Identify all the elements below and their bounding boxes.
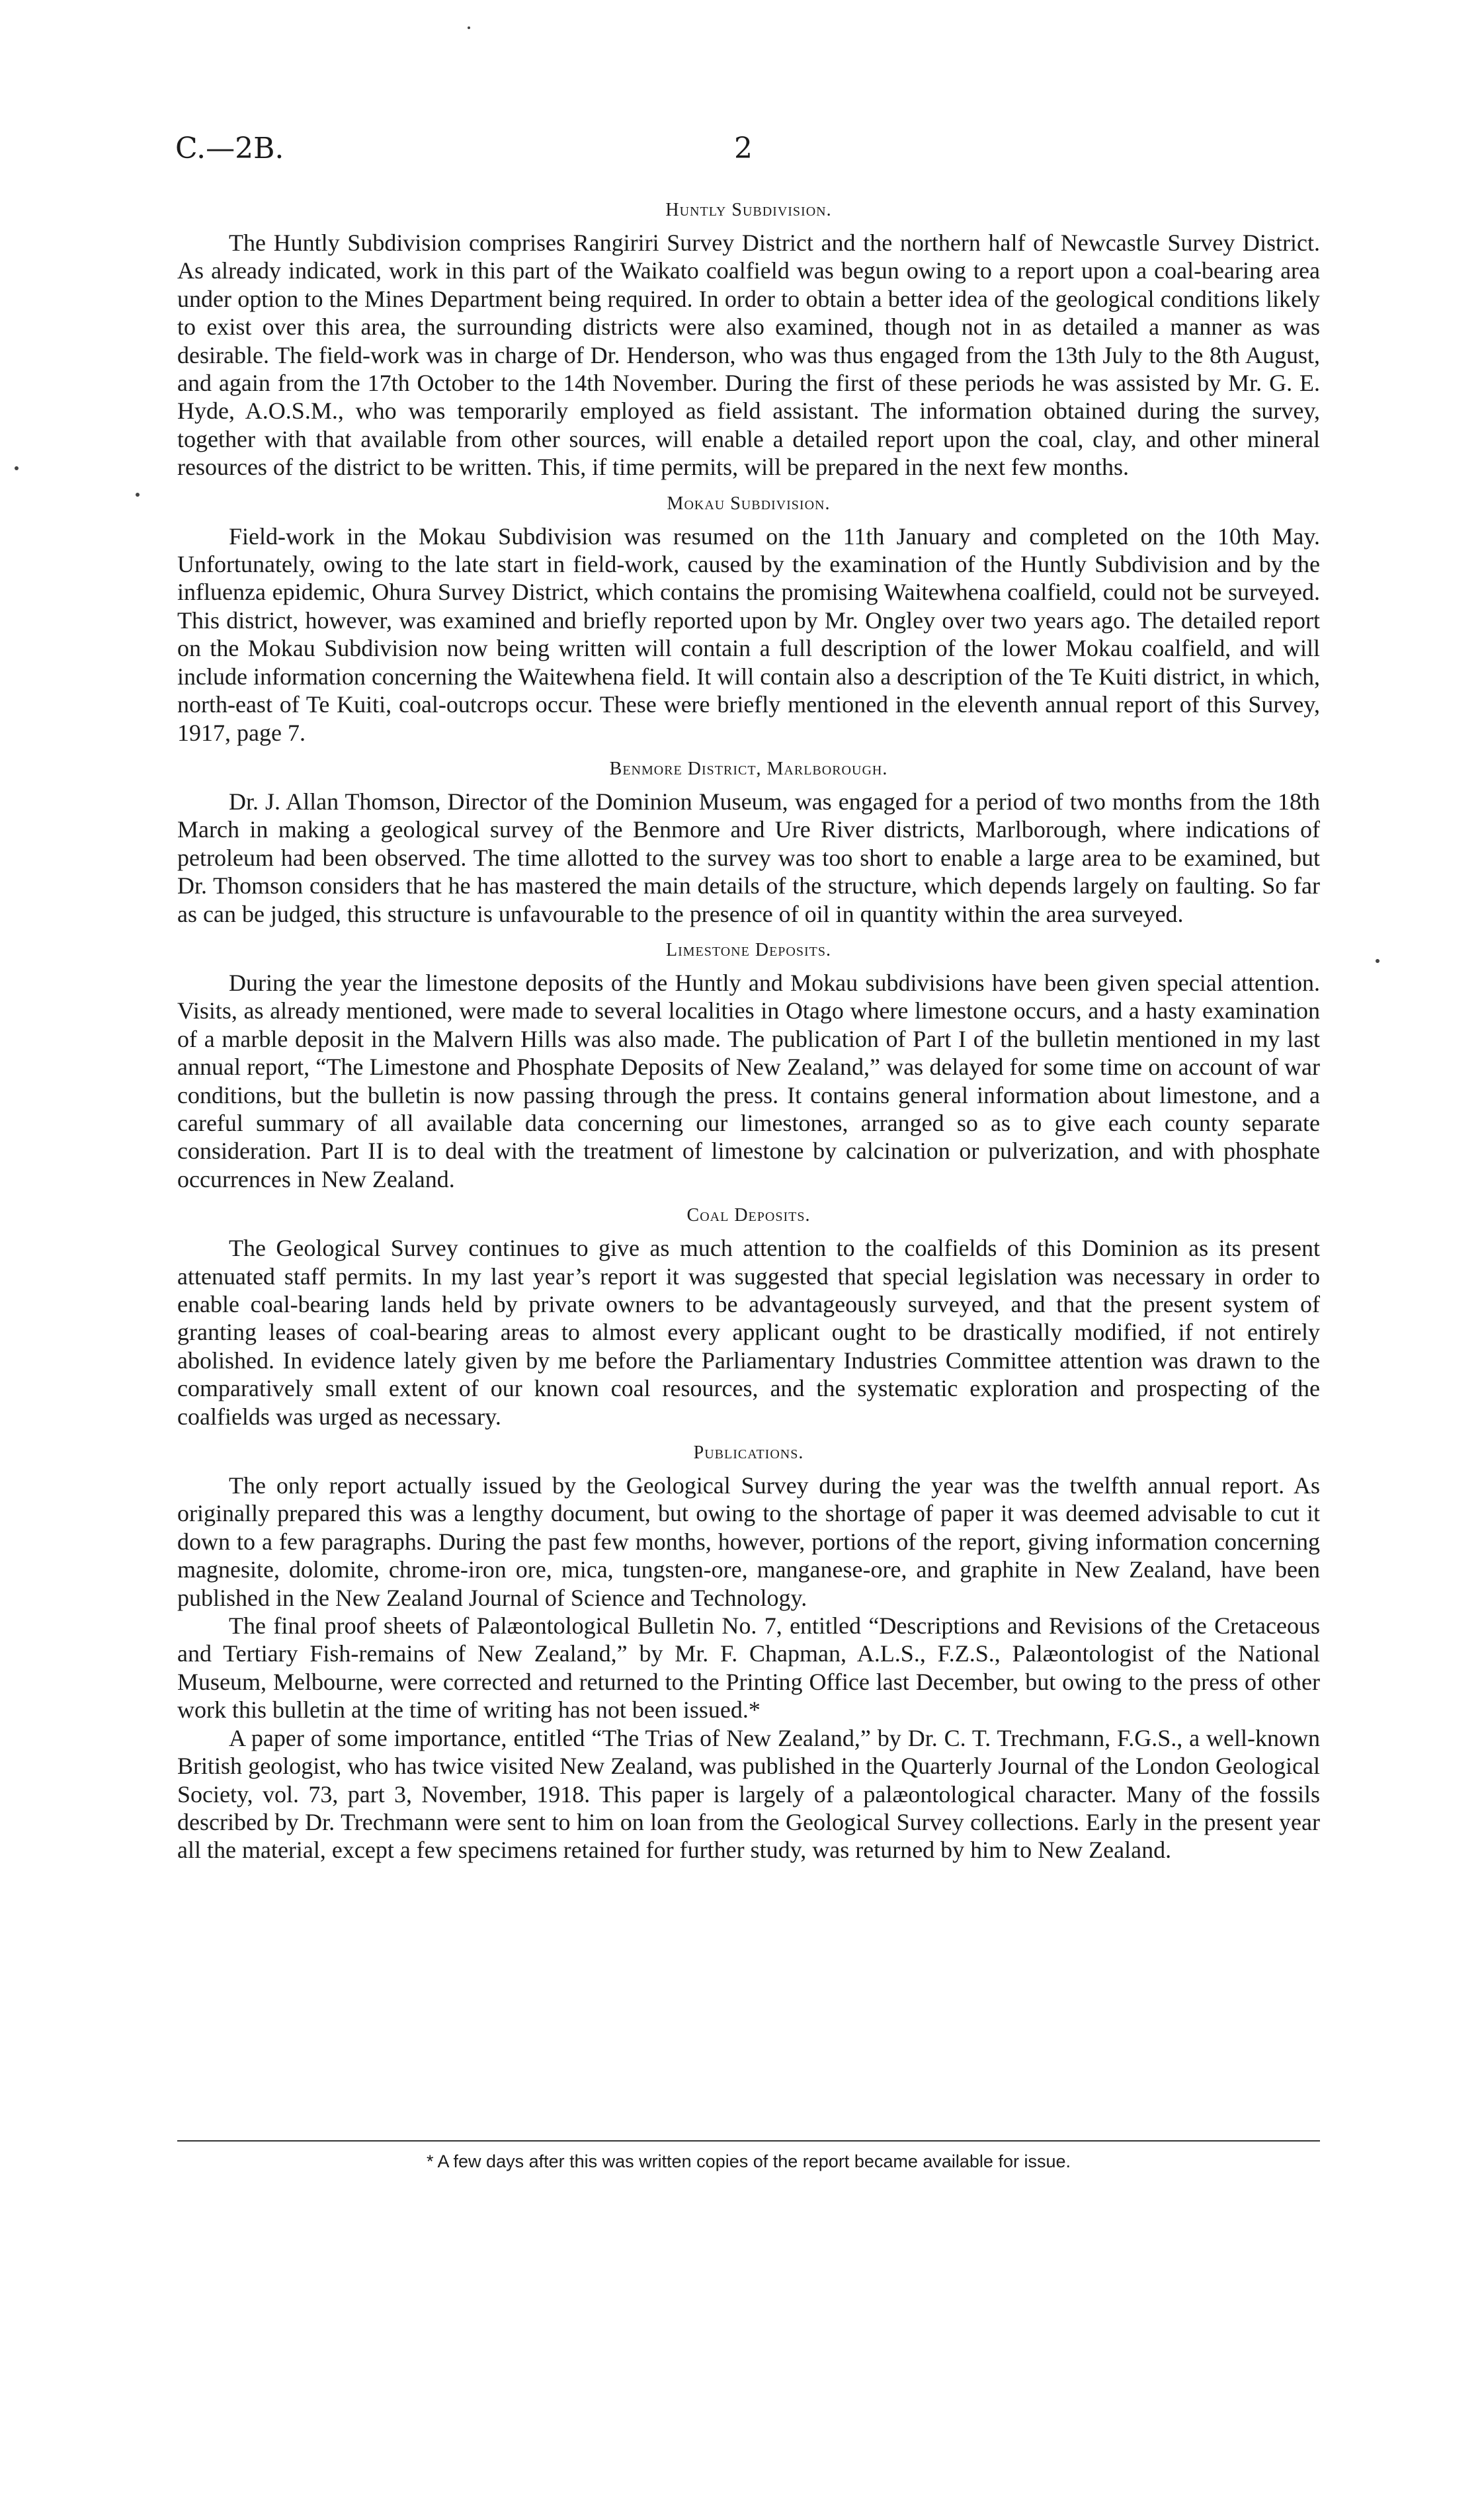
running-header: [175, 129, 1313, 169]
paragraph-coal: The Geological Survey continues to give as much attention to the coalfields of this Dominion as its present attenuated staff permits. In my last year’s report it was suggested that special legislation was necessary in order to enable coal-bearing lands held by private owners to be advantageously surveyed, and that the present system of granting leases of coal-bearing areas to almost every applicant ought to be drastically modified, if not entirely abolished. In evidence lately given by me before the Parliamentary Industries Committee attention was drawn to the comparatively small extent of our known coal resources, and the systematic exploration and prospecting of the coalfields was urged as necessary.: [177, 1235, 1320, 1430]
heading-mokau-subdivision: Mokau Subdivision.: [667, 493, 831, 514]
paragraph-publications-2: The final proof sheets of Palæontological Bulletin No. 7, entitled “Descriptions and Revisions of the Cretaceous and Tertiary Fish-remains of New Zealand,” by Mr. F. Chapman, A.L.S., F.Z.S., Palæontologist of the National Museum, Melbourne, were corrected and returned to the Printing Office last December, but owing to the press of other work this bulletin at the time of writing has not been issued.*: [177, 1612, 1320, 1724]
paragraph-publications-3: A paper of some importance, entitled “The Trias of New Zealand,” by Dr. C. T. Trechmann, F.G.S., a well-known British geologist, who has twice visited New Zealand, was published in the Quarterly Journal of the London Geological Society, vol. 73, part 3, November, 1918. This paper is largely of a palæontological character. Many of the fossils described by Dr. Trechmann were sent to him on loan from the Geological Survey collections. Early in the present year all the material, except a few specimens retained for further study, was returned by him to New Zealand.: [177, 1724, 1320, 1864]
paper-speck: [136, 493, 140, 497]
paragraph-huntly: The Huntly Subdivision comprises Rangiriri Survey District and the northern half of Newcastle Survey District. As already indicated, work in this part of the Waikato coalfield was begun owing to a report upon a coal-bearing area under option to the Mines Department being required. In order to obtain a better idea of the geological conditions likely to exist over this area, the surrounding districts were also examined, though not in as detailed a manner as was desirable. The field-work was in charge of Dr. Henderson, who was thus engaged from the 13th July to the 8th August, and again from the 17th October to the 14th November. During the first of these periods he was assisted by Mr. G. E. Hyde, A.O.S.M., who was temporarily employed as field assistant. The information obtained during the survey, together with that available from other sources, will enable a detailed report upon the coal, clay, and other mineral resources of the district to be written. This, if time permits, will be prepared in the next few months.: [177, 229, 1320, 481]
paragraph-benmore: Dr. J. Allan Thomson, Director of the Dominion Museum, was engaged for a period of two months from the 18th March in making a geological survey of the Benmore and Ure River districts, Marlborough, where indications of petroleum had been observed. The time allotted to the survey was too short to enable a large area to be examined, but Dr. Thomson considers that he has mastered the main details of the structure, which depends largely on faulting. So far as can be judged, this structure is unfavourable to the presence of oil in quantity within the area surveyed.: [177, 788, 1320, 927]
paragraph-mokau: Field-work in the Mokau Subdivision was resumed on the 11th January and completed on the 10th May. Unfortunately, owing to the late start in field-work, caused by the examination of the Huntly Subdivision and by the influenza epidemic, Ohura Survey District, which contains the promising Waitewhena coalfield, could not be surveyed. This district, however, was examined and briefly reported upon by Mr. Ongley over two years ago. The detailed report on the Mokau Subdivision now being written will contain a full description of the lower Mokau coalfield, and will include information concerning the Waitewhena field. It will contain also a description of the Te Kuiti district, in which, north-east of Te Kuiti, coal-outcrops occur. These were briefly mentioned in the eleventh annual report of this Survey, 1917, page 7.: [177, 522, 1320, 746]
heading-huntly-subdivision: Huntly Subdivision.: [665, 200, 832, 220]
heading-limestone-deposits: Limestone Deposits.: [666, 939, 831, 960]
document-code: C.—2B.: [175, 132, 284, 165]
paper-speck: [1376, 959, 1380, 963]
heading-publications: Publications.: [693, 1442, 804, 1464]
paragraph-publications-1: The only report actually issued by the Geological Survey during the year was the twelfth annual report. As originally prepared this was a lengthy document, but owing to the shortage of paper it was deemed advisable to cut it down to a few paragraphs. During the past few months, however, portions of the report, giving information concerning magnesite, dolomite, chrome-iron ore, mica, tungsten-ore, manganese-ore, and graphite in New Zealand, have been published in the New Zealand Journal of Science and Technology.: [177, 1472, 1320, 1611]
report-body: [177, 185, 1320, 1864]
footnote: * A few days after this was written copies of the report became available for issue.: [427, 2151, 1071, 2171]
paper-speck: [15, 466, 19, 470]
heading-coal-deposits: Coal Deposits.: [686, 1205, 811, 1226]
footnote-divider: [177, 2140, 1320, 2142]
page-number: 2: [734, 132, 753, 165]
paragraph-limestone: During the year the limestone deposits of the Huntly and Mokau subdivisions have been given special attention. Visits, as already mentioned, were made to several localities in Otago where limestone occurs, and a hasty examination of a marble deposit in the Malvern Hills was also made. The publication of Part I of the bulletin mentioned in my last annual report, “The Limestone and Phosphate Deposits of New Zealand,” was delayed for some time on account of war conditions, but the bulletin is now passing through the press. It contains general information about limestone, and a careful summary of all available data concerning our limestones, arranged so as to give each county separate consideration. Part II is to deal with the treatment of limestone by calcination or pulverization, and with phosphate occurrences in New Zealand.: [177, 969, 1320, 1192]
heading-benmore-district: Benmore District, Marlborough.: [609, 758, 888, 779]
paper-speck: [468, 26, 470, 29]
